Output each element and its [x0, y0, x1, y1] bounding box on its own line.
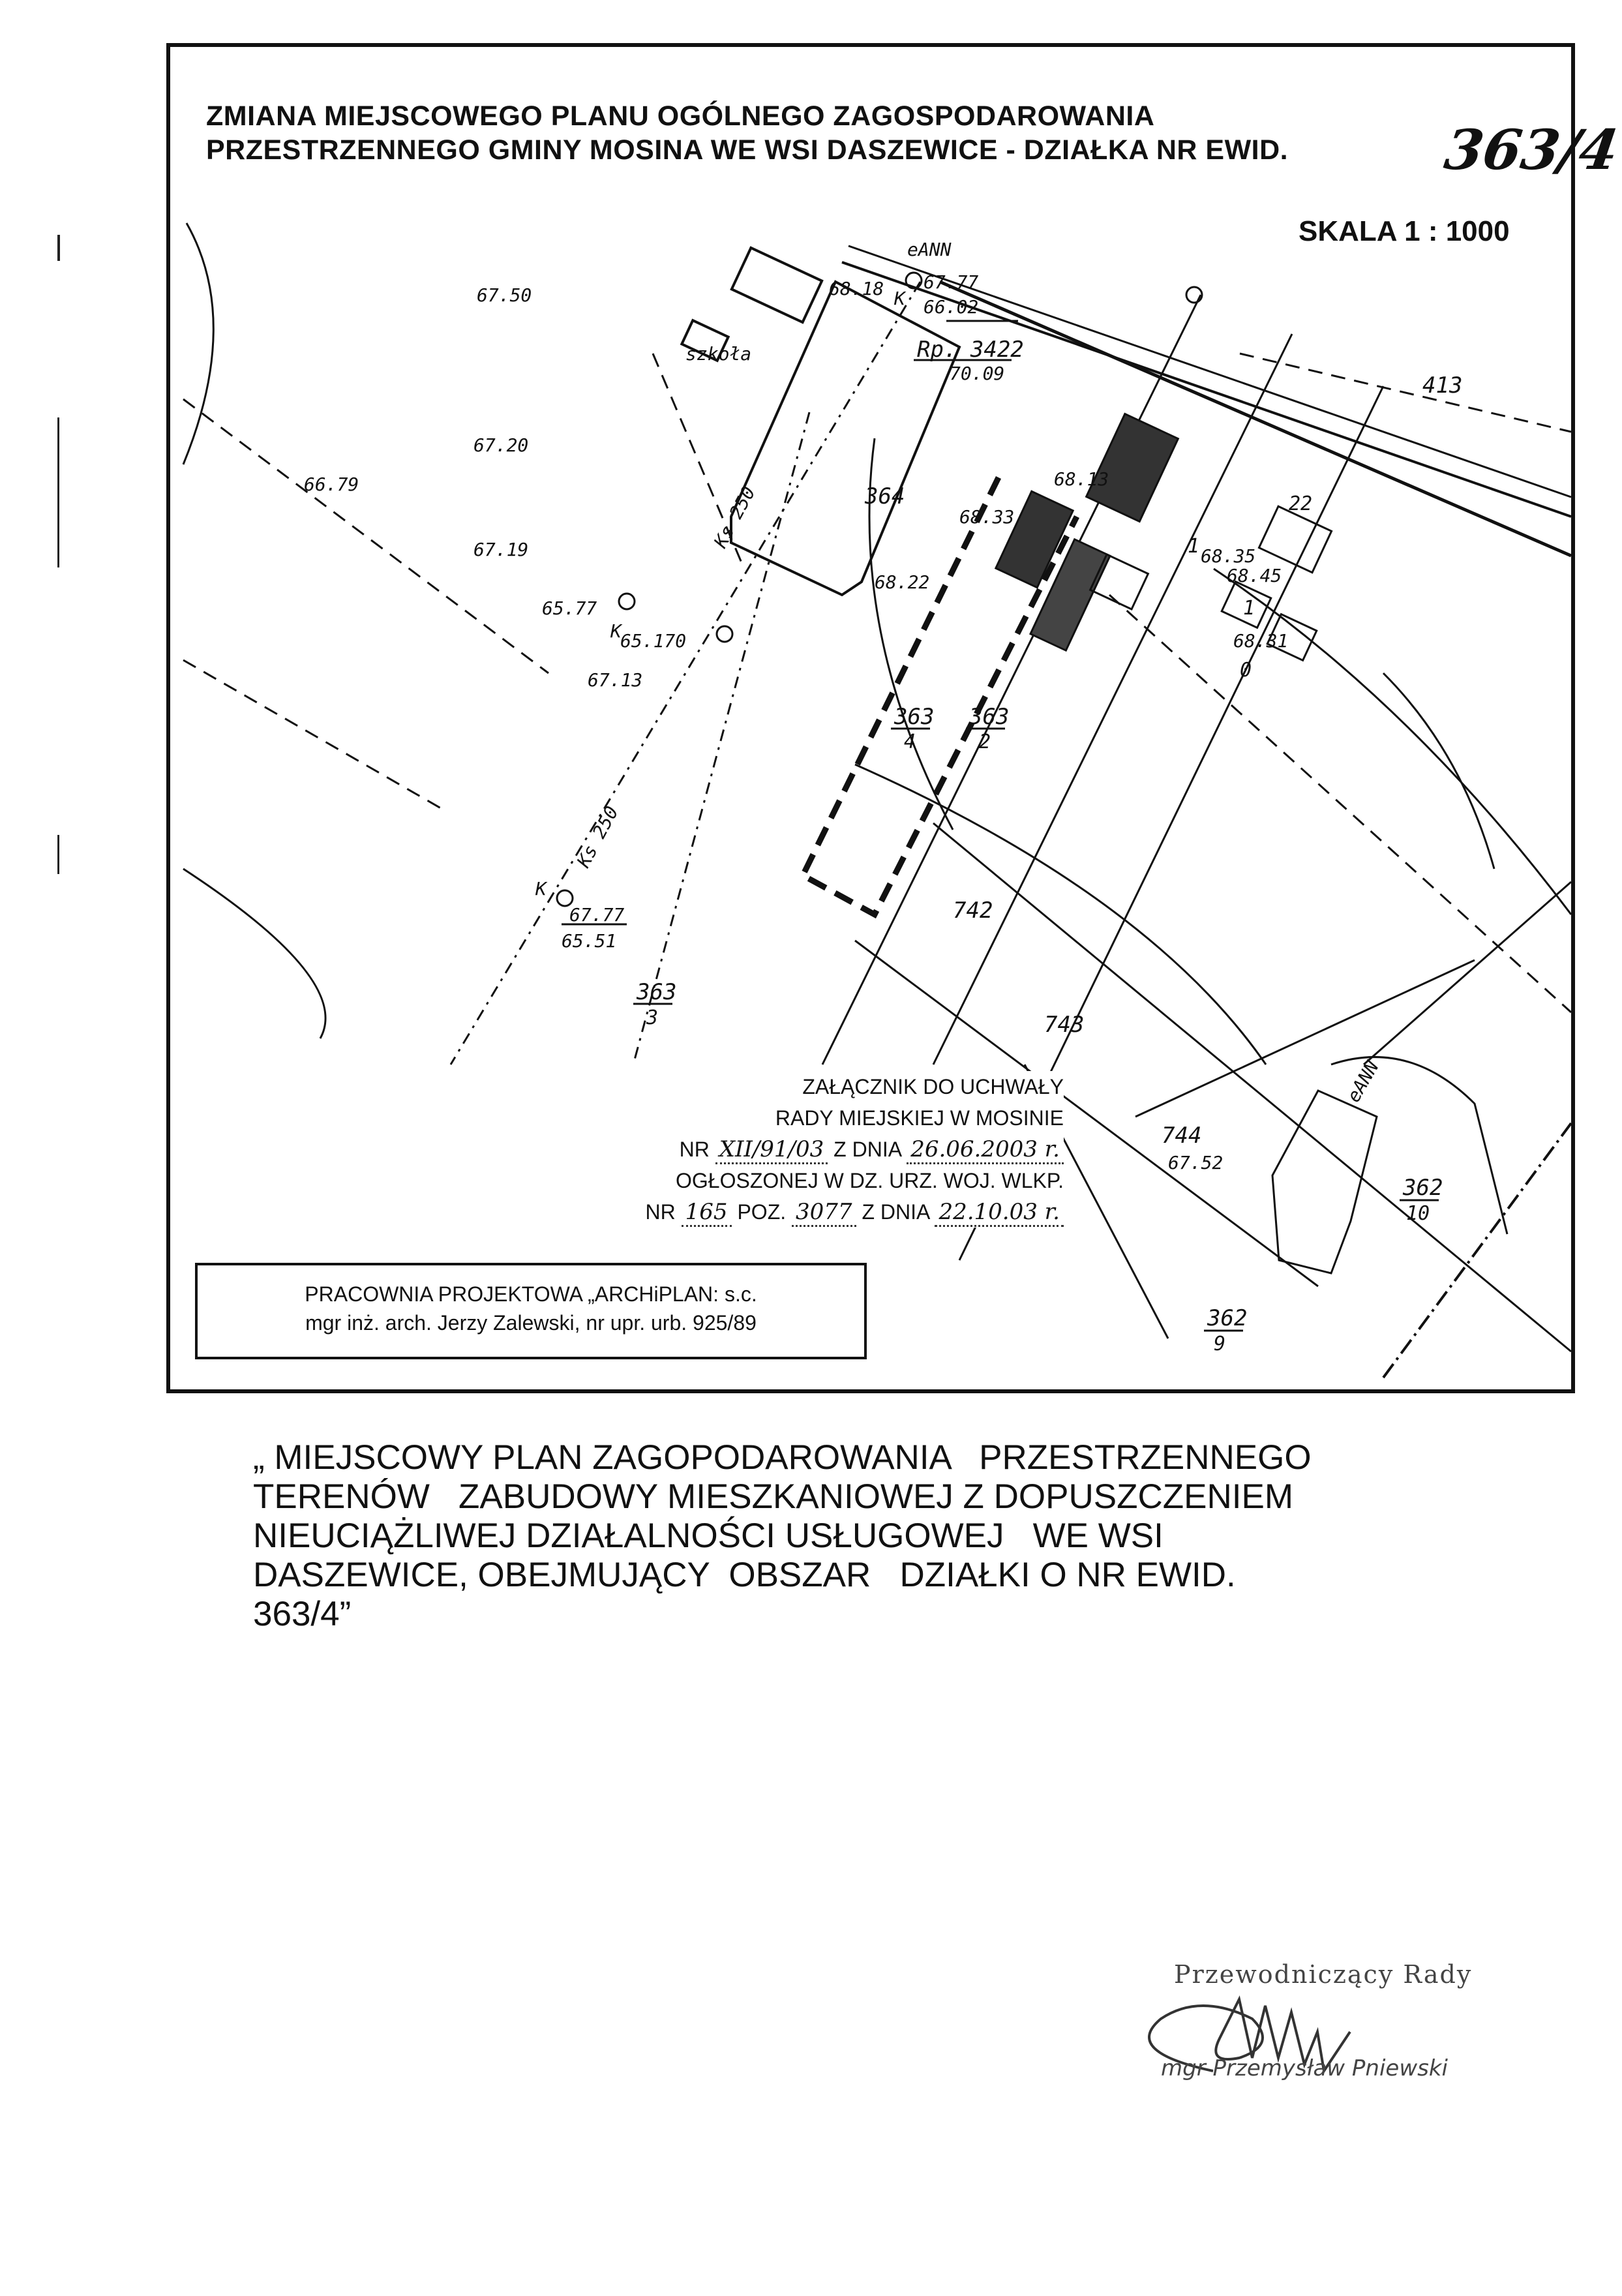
scan-edge-mark [57, 235, 60, 261]
journal-number: 165 [682, 1199, 732, 1227]
annex-line-1: ZAŁĄCZNIK DO UCHWAŁY [802, 1075, 1064, 1098]
parcel-number: 742 [953, 898, 993, 924]
well-k [717, 626, 732, 642]
subtitle-line-2: TERENÓW ZABUDOWY MIESZKANIOWEJ Z DOPUSZCZENIEM [253, 1477, 1293, 1516]
annex-line-5 [307, 1196, 1064, 1228]
plan-subtitle [253, 1438, 1492, 1634]
well-k [619, 594, 635, 609]
parcel-number: 363 [637, 979, 677, 1005]
map-title-line-2: PRZESTRZENNEGO GMINY MOSINA WE WSI DASZEWICE - DZIAŁKA NR EWID. [206, 134, 1289, 166]
spot-height-label: 65.77 [542, 597, 597, 619]
road-edge [1383, 1123, 1571, 1378]
resolution-date: 26.06.2003 r. [907, 1136, 1064, 1164]
parcel-line [1364, 882, 1571, 1065]
map-scale: SKALA 1 : 1000 [1299, 215, 1510, 247]
parcel-line [1135, 960, 1475, 1117]
spot-height-label: 65.170 [620, 630, 687, 652]
journal-position: 3077 [792, 1199, 856, 1227]
curve-left-upper [183, 223, 213, 464]
studio-architect: mgr inż. arch. Jerzy Zalewski, nr upr. urb. 925/89 [305, 1311, 757, 1335]
parcel-line [822, 295, 1201, 1065]
handwritten-signature [1122, 1973, 1487, 2104]
parcel-number: 744 [1162, 1123, 1202, 1149]
scan-edge-mark [57, 835, 59, 874]
annex-nr-label: NR [679, 1138, 710, 1161]
signature-name: mgr Przemysław Pniewski [1161, 2055, 1448, 2081]
building-number: 22 [1289, 492, 1313, 515]
resolution-number: XII/91/03 [715, 1136, 828, 1164]
utility-label-ks: Ks 250 [573, 802, 623, 871]
spot-height-label: 67.50 [477, 284, 532, 306]
annex-line-2: RADY MIEJSKIEJ W MOSINIE [775, 1106, 1064, 1130]
building-number: 1 [1243, 597, 1255, 620]
scan-edge-mark [57, 417, 59, 567]
parcel-number-den: 2 [979, 731, 991, 753]
subtitle-line-5: 363/4” [253, 1595, 352, 1633]
journal-date: 22.10.03 r. [935, 1199, 1064, 1227]
spot-height-label: 67.77 [924, 271, 979, 293]
subtitle-line-1: „ MIEJSCOWY PLAN ZAGOPODAROWANIA PRZESTRZENNEGO [253, 1438, 1312, 1477]
spot-height-label: 65.51 [562, 930, 617, 952]
parcel-number-handwritten: 363/4 [1441, 117, 1622, 182]
dashed-boundary [1240, 354, 1571, 432]
design-studio-box [195, 1263, 867, 1359]
road-label: Rp. 3422 [917, 337, 1024, 363]
spot-height-label: 67.13 [588, 669, 643, 691]
utility-label-eann: eANN [907, 239, 952, 260]
parcel-number: 364 [865, 483, 905, 509]
dashed-boundary [1109, 595, 1571, 1012]
utility-line [451, 282, 920, 1065]
hatched-building [1087, 414, 1179, 522]
subtitle-line-3: NIEUCIĄŻLIWEJ DZIAŁALNOŚCI USŁUGOWEJ WE WSI [253, 1517, 1164, 1555]
map-frame [166, 43, 1622, 1393]
parcel-number: 363 [969, 704, 1010, 730]
parcel-number-den: 9 [1214, 1333, 1226, 1355]
building-number: 1 [1188, 535, 1200, 558]
spot-height-label: 66.79 [304, 474, 359, 495]
spot-height-label: 70.09 [950, 363, 1005, 384]
annex-nr2-label: NR [645, 1200, 676, 1224]
spot-height-label: 68.31 [1233, 630, 1289, 652]
parcel-line [1214, 569, 1571, 914]
parcel-number-den: 3 [646, 1006, 659, 1029]
chairman-signature-stamp [1122, 1960, 1487, 2110]
parcel-number: 743 [1044, 1012, 1085, 1038]
annex-line-4: OGŁOSZONEJ W DZ. URZ. WOJ. WLKP. [676, 1169, 1064, 1192]
utility-label-ks: Ks 250 [710, 483, 760, 552]
spot-height-label: 67.52 [1168, 1152, 1224, 1173]
annex-stamp [307, 1071, 1064, 1228]
spot-height-label: 67.20 [473, 434, 529, 456]
spot-height-label: 66.02 [924, 296, 979, 318]
parcel-number: 362 [1403, 1175, 1443, 1201]
spot-height-label: 67.19 [473, 539, 529, 560]
annex-line-3 [307, 1134, 1064, 1165]
spot-height-label: 67.77 [569, 904, 625, 926]
signature-role: Przewodniczący Rady [1174, 1960, 1473, 1989]
parcel-number-den: 4 [904, 731, 916, 753]
parcel-number-den: 10 [1406, 1202, 1430, 1225]
spot-height-label: 68.35 [1201, 545, 1256, 567]
parcel-number: 362 [1207, 1305, 1248, 1331]
curve-left-lower [183, 869, 325, 1038]
school-label: szkoła [685, 343, 752, 365]
well-label: K [535, 878, 547, 899]
studio-name: PRACOWNIA PROJEKTOWA „ARCHiPLAN: s.c. [305, 1282, 757, 1306]
utility-label-eann: eANN [1342, 1057, 1383, 1106]
dashed-boundary [183, 660, 444, 810]
spot-height-label: 68.33 [959, 506, 1015, 528]
annex-poz-label: POZ. [737, 1200, 787, 1224]
well-label: K [610, 620, 622, 642]
map-title-line-1: ZMIANA MIEJSCOWEGO PLANU OGÓLNEGO ZAGOSPODAROWANIA [206, 100, 1155, 132]
school-building [731, 282, 959, 595]
annex-date2-label: Z DNIA [862, 1200, 929, 1224]
annex-date-label: Z DNIA [834, 1138, 901, 1161]
parcel-number: 363 [894, 704, 935, 730]
well-label: K [894, 288, 905, 309]
annex-building [732, 248, 822, 322]
parcel-number: 413 [1422, 372, 1463, 399]
building-number: 0 [1240, 659, 1252, 682]
spot-height-label: 68.18 [829, 278, 884, 299]
spot-height-label: 68.22 [875, 571, 930, 593]
subtitle-line-4: DASZEWICE, OBEJMUJĄCY OBSZAR DZIAŁKI O NR EWID. [253, 1556, 1236, 1594]
spot-height-label: 68.45 [1227, 565, 1282, 586]
utility-line [633, 412, 809, 1065]
spot-height-label: 68.13 [1054, 468, 1109, 490]
parcel-line [1383, 673, 1494, 869]
